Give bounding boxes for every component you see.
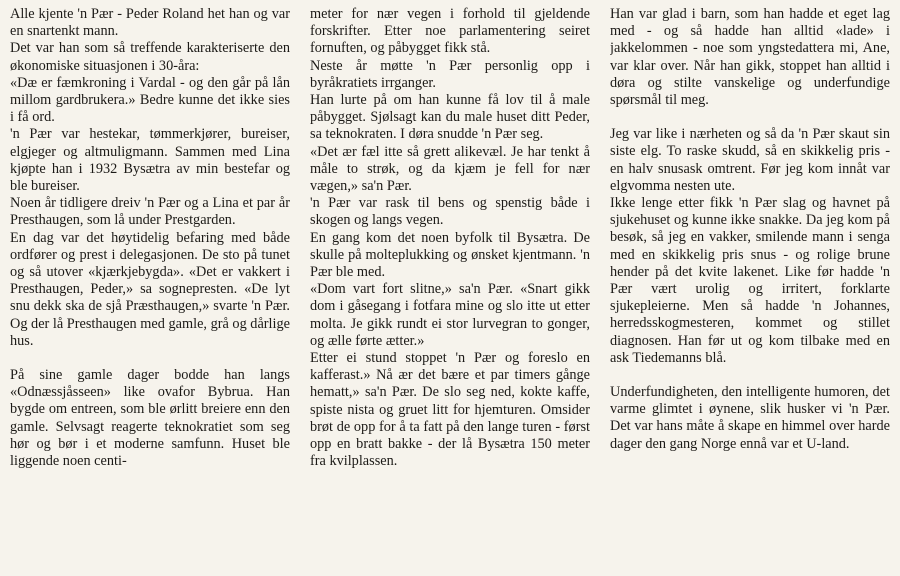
paragraph: Ikke lenge etter fikk 'n Pær slag og havnet på sjukehuset og kunne ikke snakke. Da jeg kom på besøk, så jeg en vakker, smilende mann i senga med en skikkelig pris snus - og rolige brune hender på det kvite lakenet. Like før hadde 'n Pær vært urolig og irritert, forklarte sjukepleierne. Men så hadde 'n Johannes, herredsskogmesteren, kommet og stillet diagnosen. Han før ut og kom tilbake med en ask Tiedemanns blå.	[610, 195, 890, 366]
text-column-3	[610, 6, 890, 576]
paragraph: «Dom vart fort slitne,» sa'n Pær. «Snart gikk dom i gåsegang i fotfara mine og slo itte ut etter molta. Je gikk rundt ei stor lurvegran to gonger, og ælle førte ætter.»	[310, 281, 590, 349]
paragraph: En gang kom det noen byfolk til Bysætra. De skulle på molteplukking og ønsket kjentmann. 'n Pær ble med.	[310, 229, 590, 281]
paragraph: Det var han som så treffende karakteriserte den økonomiske situasjonen i 30-åra:	[10, 40, 290, 74]
paragraph: Han lurte på om han kunne få lov til å male påbygget. Sjølsagt kan du male huset ditt Peder, sa teknokraten. I døra snudde 'n Pær seg.	[310, 92, 590, 143]
text-column-2	[310, 6, 590, 576]
paragraph: Neste år møtte 'n Pær personlig opp i byråkratiets irrganger.	[310, 57, 590, 91]
paragraph: På sine gamle dager bodde han langs «Odnæssjåsseen» like ovafor Bybrua. Han bygde om entreen, som ble ørlitt breiere enn den gamle. Selvsagt reagerte teknokratiet som seg hør og bør i et moderne samfunn. Huset ble liggende noen centi-	[10, 367, 290, 470]
paragraph: Jeg var like i nærheten og så da 'n Pær skaut sin siste elg. To raske skudd, så en skikkelig pris - en halv snusask omtrent. Før jeg kom innåt var elgvomma nesten ute.	[610, 126, 890, 194]
text-column-1	[10, 6, 290, 576]
paragraph: «Det ær fæl itte så grett alikevæl. Je har tenkt å måle to strøk, og da kjæm je fell for nær vægen,» sa'n Pær.	[310, 143, 590, 195]
paragraph: Han var glad i barn, som han hadde et eget lag med - og så hadde han alltid «lade» i jakkelommen - noe som yngstedattera mi, Ane, var klar over. Når han gikk, stoppet han alltid i døra og stilte vanskelige og underfundige spørsmål til meg.	[610, 6, 890, 109]
paragraph: En dag var det høytidelig befaring med både ordfører og prest i delegasjonen. De sto på tunet og så utover «kjærkjebygda». «Det er vakkert i Presthaugen, Peder,» sa sognepresten. «De lyt snu dekk ska de sjå Præsthaugen,» svarte 'n Pær. Og der lå Presthaugen med gamle, grå og dårlige hus.	[10, 229, 290, 349]
paragraph: Alle kjente 'n Pær - Peder Roland het han og var en snartenkt mann.	[10, 6, 290, 40]
paragraph: 'n Pær var hestekar, tømmerkjører, bureiser, elgjeger og altmuligmann. Sammen med Lina kjøpte han i 1932 Bysætra av min bestefar og ble bureiser.	[10, 126, 290, 195]
paragraph: meter for nær vegen i forhold til gjeldende forskrifter. Etter noe parlamentering seiret fornuften, og påbygget fikk stå.	[310, 6, 590, 57]
paragraph: «Dæ er fæmkroning i Vardal - og den går på lån millom gardbrukera.» Bedre kunne det ikke sies i få ord.	[10, 74, 290, 126]
paragraph: Noen år tidligere dreiv 'n Pær og a Lina et par år Presthaugen, som lå under Prestgarden.	[10, 195, 290, 229]
paragraph: Underfundigheten, den intelligente humoren, det varme glimtet i øynene, slik husker vi 'n Pær. Det var hans måte å skape en himmel over harde dager den gang Norge ennå var et U-land.	[610, 384, 890, 452]
paragraph: 'n Pær var rask til bens og spenstig både i skogen og langs vegen.	[310, 195, 590, 229]
paragraph: Etter ei stund stoppet 'n Pær og foreslo en kafferast.» Nå ær det bære et par timers gånge hematt,» sa'n Pær. De slo seg ned, kokte kaffe, spiste nista og gruet litt for hjemturen. Omsider brøt de opp for å ta fatt på den lange turen - først opp en bratt bakke - der lå Bysætra 150 meter fra kvilplassen.	[310, 350, 590, 470]
